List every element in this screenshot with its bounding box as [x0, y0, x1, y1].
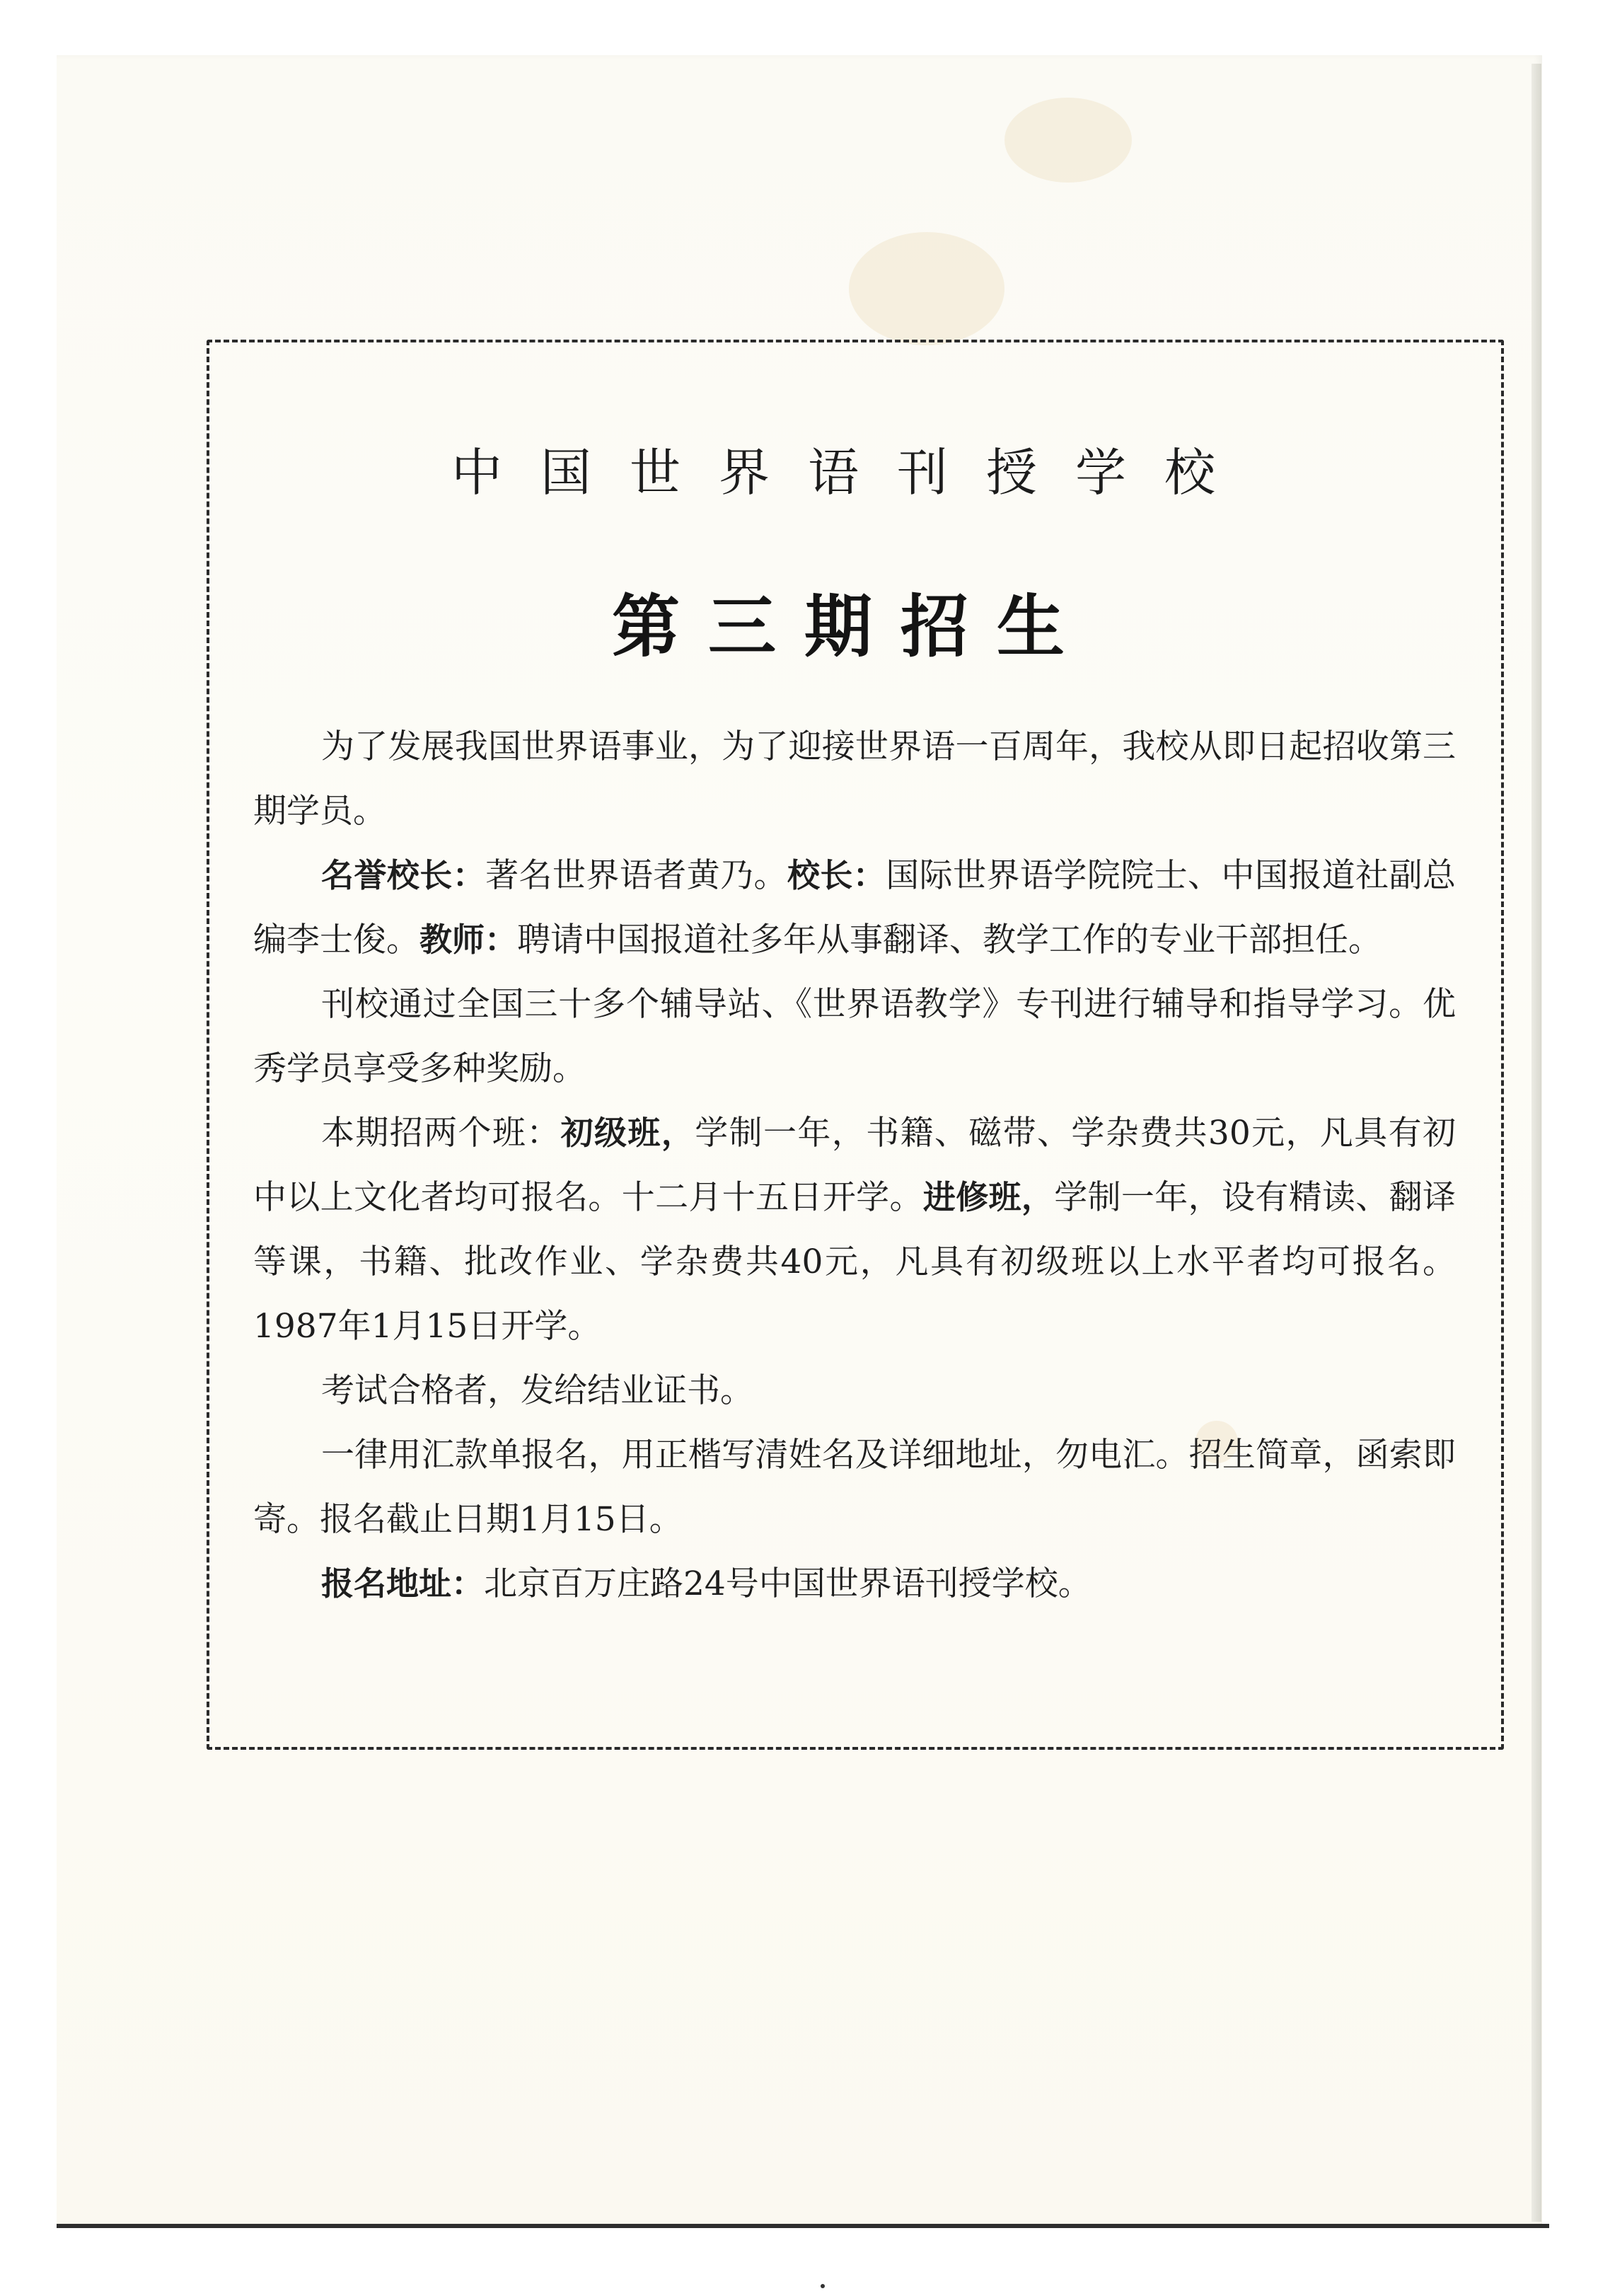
guidance-text: 刊校通过全国三十多个辅导站、《世界语教学》专刊进行辅导和指导学习。优秀学员享受多种奖励。: [253, 985, 1456, 1088]
paragraph-guidance: [253, 972, 1456, 1101]
honorary-principal-text: 著名世界语者黄乃。: [485, 856, 787, 895]
label-teachers: 教师：: [419, 921, 517, 959]
paragraph-intro: [253, 715, 1456, 843]
paper-edge: [1532, 64, 1541, 2222]
paper-stain: [849, 232, 1004, 345]
address-text: 北京百万庄路24号中国世界语刊授学校。: [484, 1564, 1092, 1603]
classes-intro: 本期招两个班：: [321, 1114, 561, 1153]
speck: [821, 2284, 825, 2288]
teachers-text: 聘请中国报道社多年从事翻译、教学工作的专业干部担任。: [517, 921, 1382, 959]
label-honorary-principal: 名誉校长：: [321, 856, 486, 894]
beginner-class-text: 学制一年，书籍、磁带、学杂费共30元，凡具有初中以上文化者均可报名。十二月十五日开学。: [253, 1114, 1457, 1217]
label-beginner-class: 初级班，: [560, 1114, 695, 1152]
label-address: 报名地址：: [321, 1564, 484, 1603]
headline: 第三期招生: [612, 587, 1093, 667]
label-advanced-class: 进修班，: [922, 1178, 1055, 1216]
paragraph-registration: [253, 1423, 1456, 1552]
intro-text: 为了发展我国世界语事业，为了迎接世界语一百周年，我校从即日起招收第三期学员。: [253, 727, 1456, 831]
paragraph-staff: [253, 843, 1456, 972]
school-name: 中国世界语刊授学校: [451, 443, 1253, 502]
advanced-class-text: 学制一年，设有精读、翻译等课，书籍、批改作业、学杂费共40元，凡具有初级班以上水平者均可报名。1987年1月15日开学。: [253, 1178, 1457, 1346]
principal-text: 国际世界语学院院士、中国报道社副总编李士俊。: [253, 856, 1457, 959]
registration-text: 一律用汇款单报名，用正楷写清姓名及详细地址，勿电汇。招生简章，函索即寄。报名截止日期1月15日。: [253, 1436, 1456, 1539]
paragraph-classes: [253, 1101, 1456, 1358]
paragraph-certificate: [253, 1358, 1456, 1423]
paragraph-address: [253, 1552, 1456, 1616]
label-principal: 校长：: [787, 856, 886, 894]
certificate-text: 考试合格者，发给结业证书。: [321, 1371, 753, 1410]
announcement-body: [253, 715, 1456, 1616]
paper-stain: [1004, 98, 1132, 183]
